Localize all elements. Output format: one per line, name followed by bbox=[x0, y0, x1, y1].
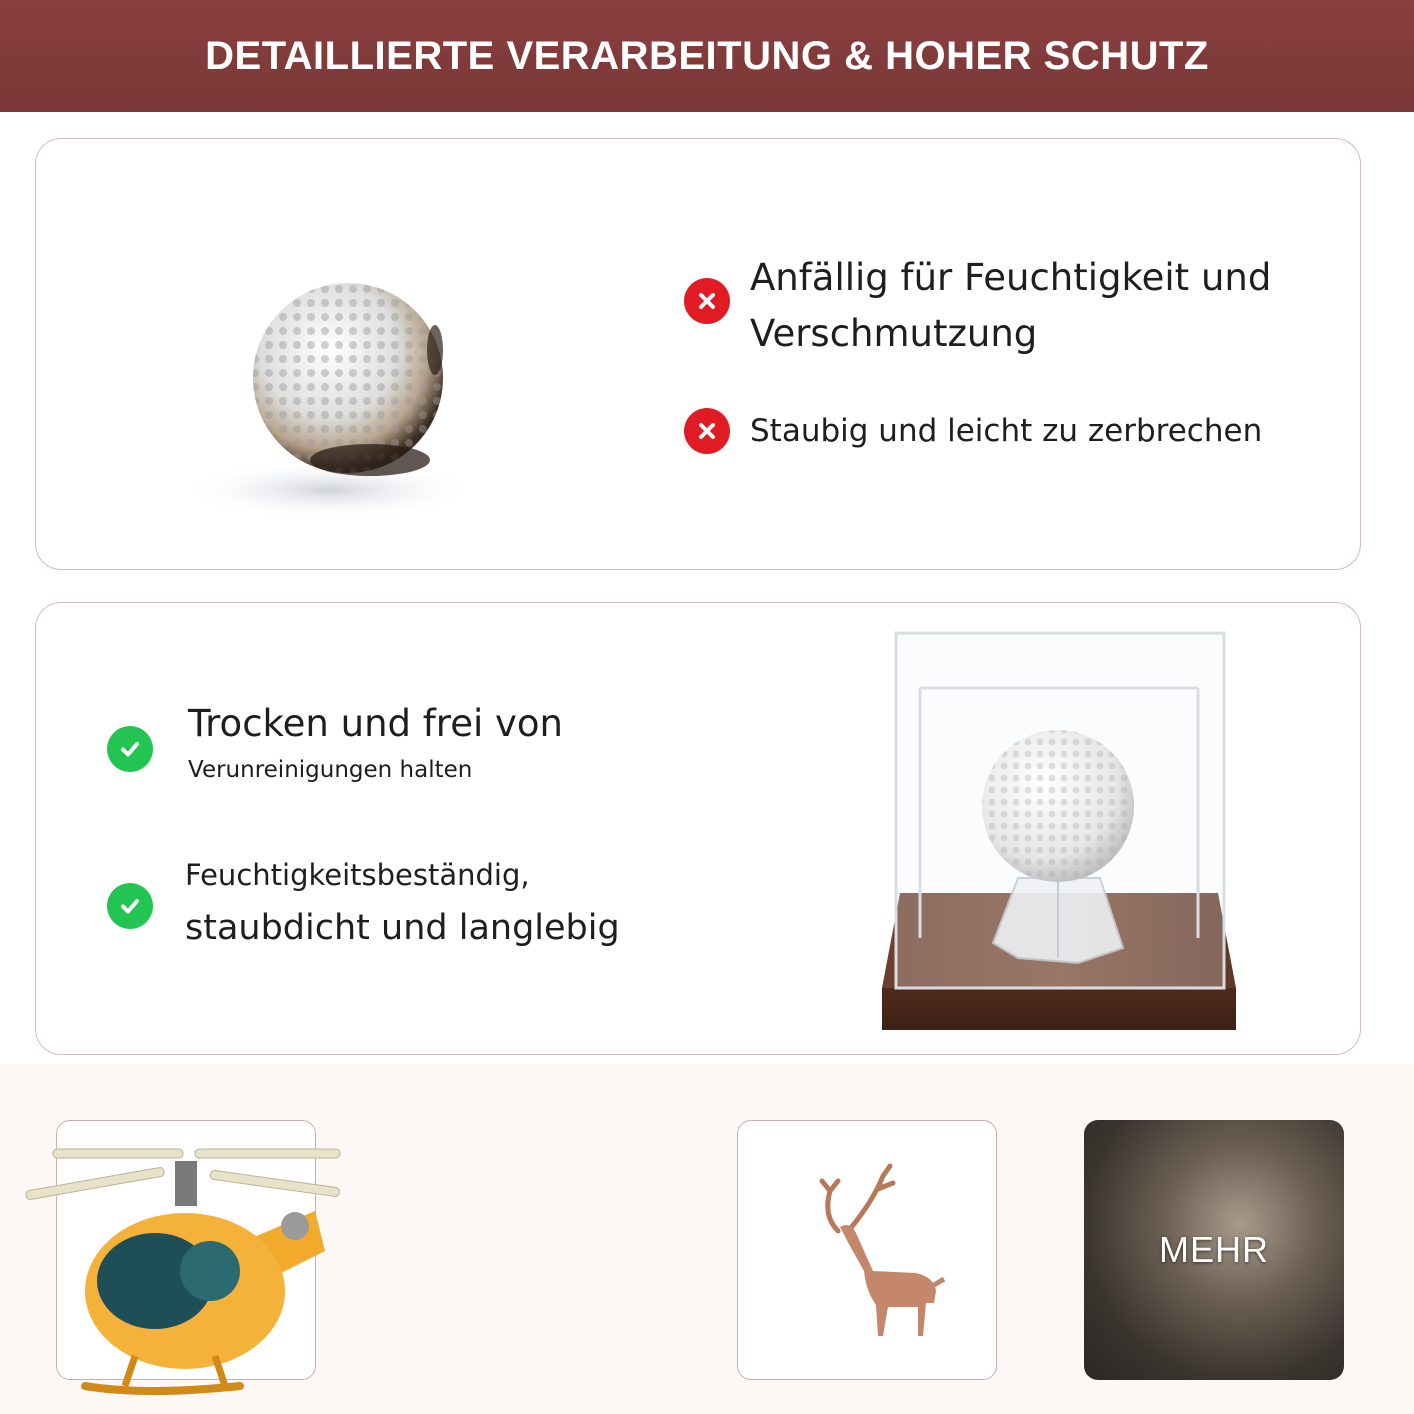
dirty-golf-ball-image bbox=[150, 240, 480, 540]
benefit-text-line1: Trocken und frei von bbox=[188, 702, 563, 745]
more-label: MEHR bbox=[1159, 1229, 1269, 1270]
x-icon bbox=[684, 278, 730, 324]
check-icon bbox=[107, 883, 153, 929]
problem-item-humidity bbox=[684, 250, 1271, 362]
thumbnail-more[interactable] bbox=[1084, 1120, 1344, 1380]
problem-text-line1: Anfällig für Feuchtigkeit und bbox=[750, 256, 1272, 299]
x-icon bbox=[684, 408, 730, 454]
page-title: DETAILLIERTE VERARBEITUNG & HOHER SCHUTZ bbox=[205, 33, 1209, 78]
benefit-item-durable bbox=[107, 853, 620, 959]
problem-text-line1: Staubig und leicht zu zerbrechen bbox=[750, 413, 1263, 449]
check-icon bbox=[107, 726, 153, 772]
problem-item-dust bbox=[684, 408, 1262, 454]
helicopter-image bbox=[25, 1141, 345, 1411]
thumbnail-deer[interactable] bbox=[737, 1120, 997, 1380]
benefit-text-line1: Feuchtigkeitsbeständig, bbox=[185, 858, 530, 892]
deer-figurine-image bbox=[738, 1121, 998, 1381]
benefit-text-line2: staubdicht und langlebig bbox=[185, 908, 620, 948]
display-case-image bbox=[878, 628, 1243, 1033]
page-header bbox=[0, 0, 1414, 112]
benefit-text-line2: Verunreinigungen halten bbox=[188, 757, 473, 783]
problem-text-line2: Verschmutzung bbox=[750, 312, 1038, 355]
benefit-item-dry bbox=[107, 698, 563, 790]
thumbnail-helicopter[interactable] bbox=[56, 1120, 316, 1380]
